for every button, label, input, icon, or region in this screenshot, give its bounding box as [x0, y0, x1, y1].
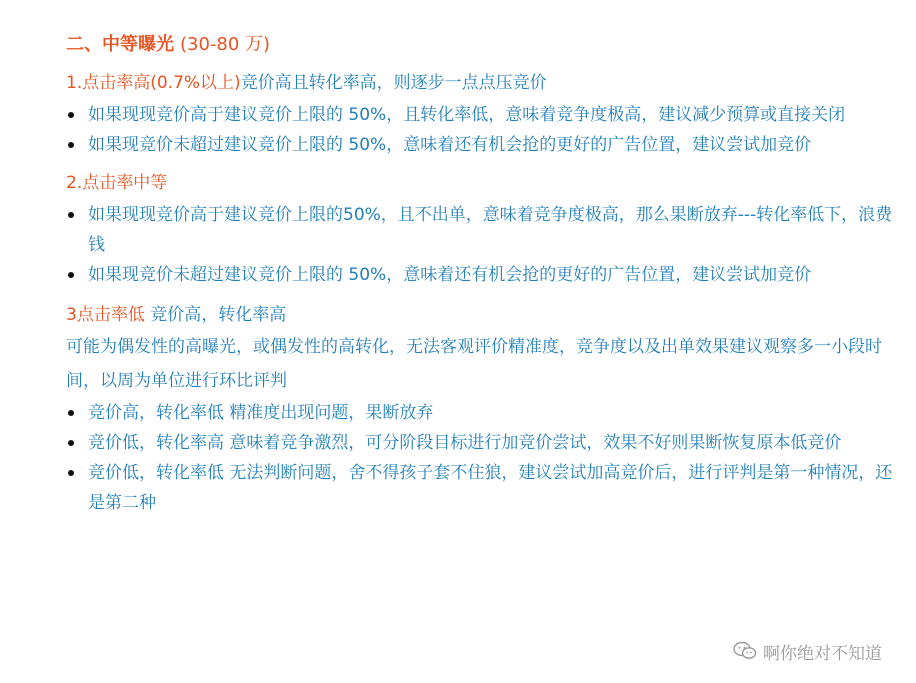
- section-1-title: [66, 70, 896, 96]
- bullet-dot-icon: [68, 112, 74, 118]
- list-item-text: 如果现现竞价高于建议竞价上限的 50%，且转化率低，意味着竞争度极高，建议减少预算或直接关闭: [88, 105, 846, 125]
- list-item-text: 如果现竞价未超过建议竞价上限的 50%，意味着还有机会抢的更好的广告位置，建议尝试加竞价: [88, 135, 812, 155]
- section-3: [66, 302, 896, 518]
- list-item: [66, 458, 896, 518]
- section-heading: [66, 30, 896, 60]
- article-body: [66, 30, 896, 518]
- wechat-icon: [733, 641, 757, 661]
- section-3-title-blue: 竞价高，转化率高: [144, 305, 287, 325]
- heading-title: 二、中等曝光: [66, 34, 174, 55]
- heading-range: (30-80 万): [180, 34, 271, 55]
- watermark-text: 啊你绝对不知道: [763, 643, 882, 664]
- section-3-paragraph: 可能为偶发性的高曝光，或偶发性的高转化，无法客观评价精准度，竞争度以及出单效果建议观察多一小段时间，以周为单位进行环比评判: [66, 337, 882, 391]
- list-item: [66, 398, 896, 428]
- section-1-title-orange: 1.点击率高(0.7%以上): [66, 73, 241, 93]
- section-1-list: [66, 100, 896, 160]
- list-item-text: 如果现现竞价高于建议竞价上限的50%，且不出单，意味着竞争度极高，那么果断放弃---转化率低下，浪费钱: [88, 205, 893, 255]
- section-2-list: [66, 200, 896, 290]
- bullet-dot-icon: [68, 212, 74, 218]
- section-2: [66, 170, 896, 290]
- list-item-text: 竞价低，转化率低 无法判断问题，舍不得孩子套不住狼，建议尝试加高竞价后，进行评判是第一种情况，还是第二种: [88, 463, 893, 513]
- section-1-title-blue: 竞价高且转化率高，则逐步一点点压竞价: [240, 73, 547, 93]
- bullet-dot-icon: [68, 440, 74, 446]
- bullet-dot-icon: [68, 142, 74, 148]
- bullet-dot-icon: [68, 470, 74, 476]
- bullet-dot-icon: [68, 410, 74, 416]
- section-3-title: [66, 302, 896, 328]
- list-item-text: 竞价高，转化率低 精准度出现问题，果断放弃: [88, 403, 434, 423]
- list-item: [66, 130, 896, 160]
- section-2-title-orange: 2.点击率中等: [66, 173, 168, 193]
- watermark: [733, 634, 882, 668]
- list-item-text: 竞价低，转化率高 意味着竞争激烈，可分阶段目标进行加竞价尝试，效果不好则果断恢复原本低竞价: [88, 433, 842, 453]
- section-3-list: [66, 398, 896, 518]
- list-item: [66, 200, 896, 260]
- list-item: [66, 428, 896, 458]
- bullet-dot-icon: [68, 272, 74, 278]
- list-item-text: 如果现竞价未超过建议竞价上限的 50%，意味着还有机会抢的更好的广告位置，建议尝试加竞价: [88, 265, 812, 285]
- list-item: [66, 260, 896, 290]
- section-1: [66, 70, 896, 160]
- list-item: [66, 100, 896, 130]
- section-3-title-orange: 3点击率低: [66, 305, 145, 325]
- section-2-title: [66, 170, 896, 196]
